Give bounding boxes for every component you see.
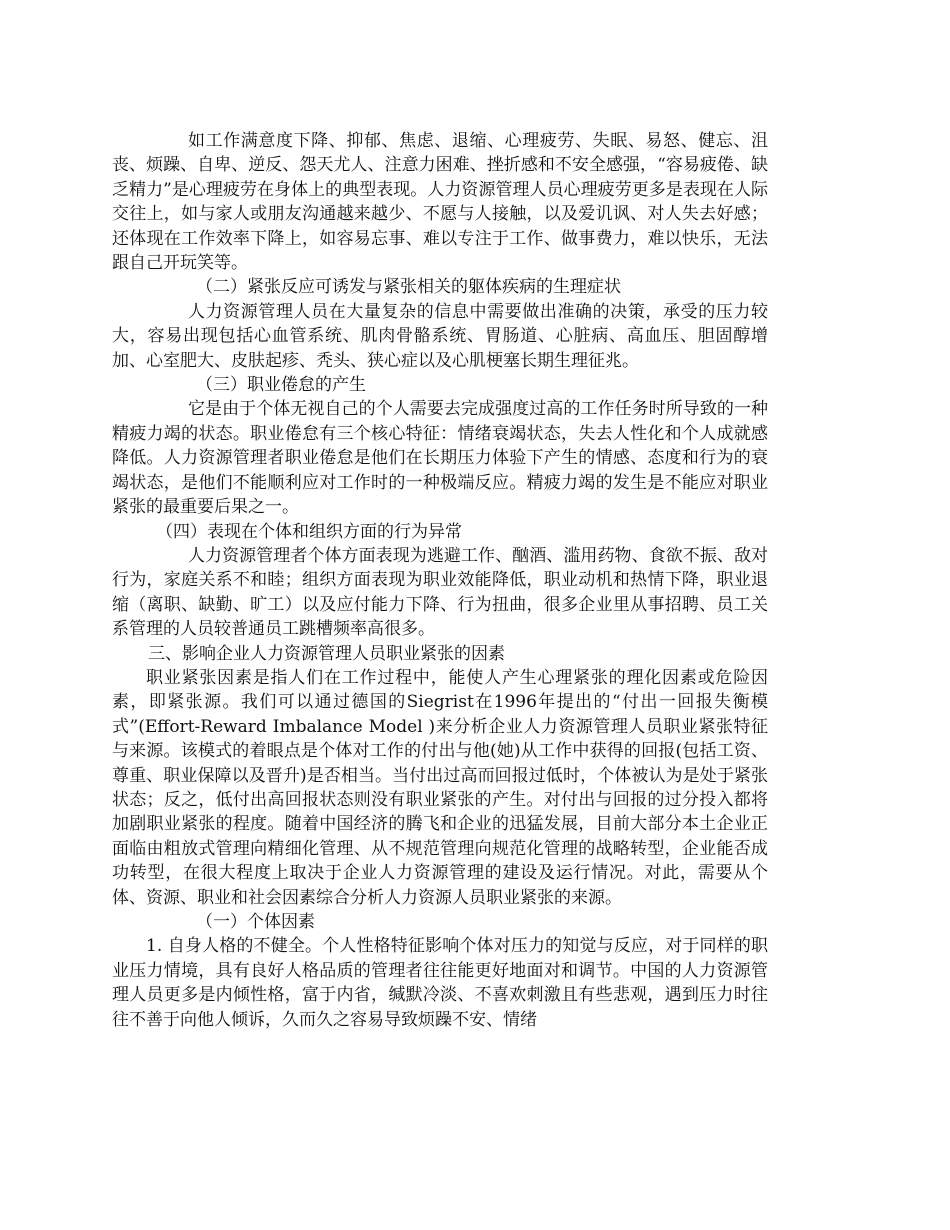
paragraph-behavior: 人力资源管理者个体方面表现为逃避工作、酗酒、滥用药物、食欲不振、敌对行为，家庭关系不和睦；组织方面表现为职业效能降低，职业动机和热情下降，职业退缩（离职、缺勤、旷工）以及应付能力下降、行为扭曲，很多企业里从事招聘、员工关系管理的人员较普通员工跳槽频率高很多。: [112, 545, 768, 640]
paragraph-burnout: 它是由于个体无视自己的个人需要去完成强度过高的工作任务时所导致的一种精疲力竭的状态。职业倦怠有三个核心特征：情绪衰竭状态，失去人性化和个人成就感降低。人力资源管理者职业倦怠是他们在长期压力体验下产生的情感、态度和行为的衰竭状态，是他们不能顺利应对工作时的一种极端反应。精疲力竭的发生是不能应对职业紧张的最重要后果之一。: [112, 399, 768, 518]
document-body: [112, 129, 768, 1032]
paragraph-psych-fatigue: 如工作满意度下降、抑郁、焦虑、退缩、心理疲劳、失眠、易怒、健忘、沮丧、烦躁、自卑、逆反、怨天尤人、注意力困难、挫折感和不安全感强，“容易疲倦、缺乏精力”是心理疲劳在身体上的典型表现。人力资源管理人员心理疲劳更多是表现在人际交往上，如与家人或朋友沟通越来越少、不愿与人接触，以及爱讥讽、对人失去好感；还体现在工作效率下降上，如容易忘事、难以专注于工作、做事费力，难以快乐，无法跟自己开玩笑等。: [112, 131, 768, 274]
section-heading-3: （三）职业倦怠的产生: [196, 375, 366, 396]
section-heading-4: （四）表现在个体和组织方面的行为异常: [156, 521, 462, 542]
chapter-heading-3: 三、影响企业人力资源管理人员职业紧张的因素: [148, 643, 505, 664]
section-heading-2: （二）紧张反应可诱发与紧张相关的躯体疾病的生理症状: [196, 277, 621, 298]
paragraph-stress-factors: 职业紧张因素是指人们在工作过程中，能使人产生心理紧张的理化因素或危险因素，即紧张源。我们可以通过德国的Siegrist在1996年提出的“付出一回报失衡模式”(Effort-Reward Imbalance Model )来分析企业人力资源管理人员职业紧张特征与来源。该模式的着眼点是个体对工作的付出与他(她)从工作中获得的回报(包括工资、尊重、职业保障以及晋升)是否相当。当付出过高而回报过低时，个体被认为是处于紧张状态；反之，低付出高回报状态则没有职业紧张的产生。对付出与回报的过分投入都将加剧职业紧张的程度。随着中国经济的腾飞和企业的迅猛发展，目前大部分本土企业正面临由粗放式管理向精细化管理、从不规范管理向规范化管理的战略转型，企业能否成功转型，在很大程度上取决于企业人力资源管理的建设及运行情况。对此，需要从个体、资源、职业和社会因素综合分析人力资源人员职业紧张的来源。: [112, 667, 768, 908]
section-heading-individual: （一）个体因素: [196, 912, 315, 932]
paragraph-personality: 1. 自身人格的不健全。个人性格特征影响个体对压力的知觉与反应，对于同样的职业压力情境，具有良好人格品质的管理者往往能更好地面对和调节。中国的人力资源管理人员更多是内倾性格，富于内省，缄默冷淡、不喜欢刺激且有些悲观，遇到压力时往往不善于向他人倾诉，久而久之容易导致烦躁不安、情绪: [112, 936, 768, 1030]
paragraph-physical-symptoms: 人力资源管理人员在大量复杂的信息中需要做出准确的决策，承受的压力较大，容易出现包括心血管系统、肌肉骨骼系统、胃肠道、心脏病、高血压、胆固醇增加、心室肥大、皮肤起疹、秃头、狭心症以及心肌梗塞长期生理征兆。: [112, 301, 768, 371]
